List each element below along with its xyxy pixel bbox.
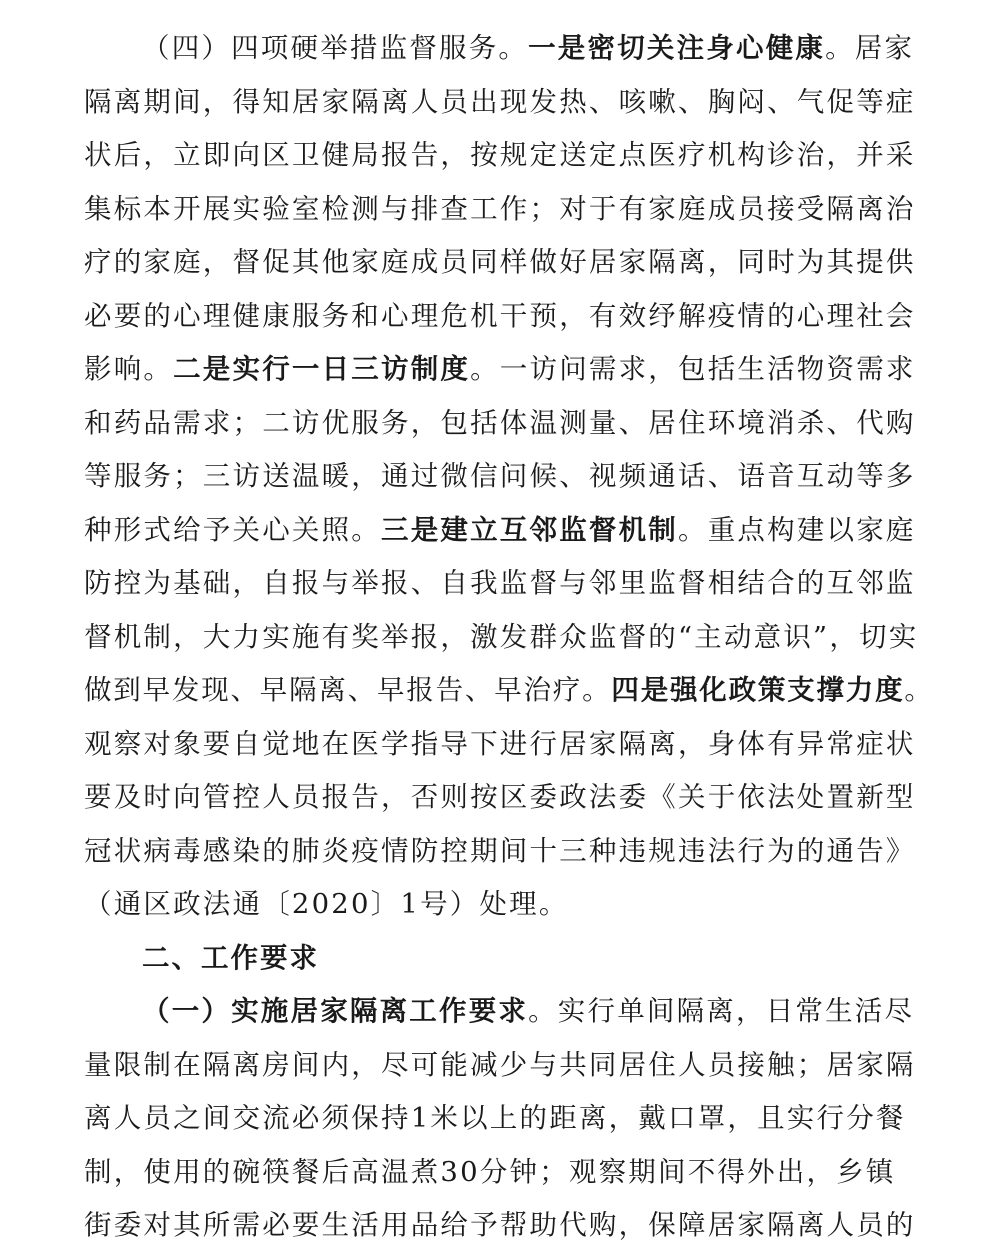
paragraph-line xyxy=(84,236,938,290)
paragraph-line xyxy=(84,664,938,718)
paragraph-line xyxy=(84,771,938,825)
paragraph-line xyxy=(84,183,938,237)
text-run: 隔离期间，得知居家隔离人员出现发热、咳嗽、胸闷、气促等症 xyxy=(84,85,916,118)
text-run: （通区政法通〔2020〕1号）处理。 xyxy=(84,888,569,920)
paragraph-line xyxy=(84,1092,938,1146)
text-run: 观察对象要自觉地在医学指导下进行居家隔离，身体有异常症状 xyxy=(84,727,916,760)
text-run: 督机制，大力实施有奖举报，激发群众监督的“主动意识”，切实 xyxy=(84,620,919,653)
text-run: 集标本开展实验室检测与排查工作；对于有家庭成员接受隔离治 xyxy=(84,192,916,225)
text-run: 。重点构建以家庭 xyxy=(678,513,916,546)
paragraph-line xyxy=(84,129,938,183)
paragraph-line xyxy=(84,76,938,130)
bold-phrase: 三是建立互邻监督机制 xyxy=(381,513,678,546)
paragraph-line xyxy=(84,1146,938,1200)
text-run: 制，使用的碗筷餐后高温煮30分钟；观察期间不得外出，乡镇 xyxy=(84,1155,896,1188)
text-run: 离人员之间交流必须保持1米以上的距离，戴口罩，且实行分餐 xyxy=(84,1102,906,1134)
text-run: 影响。 xyxy=(84,353,174,385)
heading-text: 二、工作要求 xyxy=(142,941,319,974)
paragraph-line xyxy=(84,557,938,611)
bold-phrase: 一是密切关注身心健康 xyxy=(528,32,826,64)
bold-phrase: 四是强化政策支撑力度 xyxy=(611,674,905,706)
paragraph-line xyxy=(84,343,938,397)
text-run: 种形式给予关心关照。 xyxy=(84,513,381,546)
text-run: 。居家 xyxy=(825,32,915,64)
paragraph-line xyxy=(84,1199,938,1253)
subsection-label: （一）实施居家隔离工作要求 xyxy=(142,995,529,1027)
paragraph-line xyxy=(84,611,938,665)
paragraph-line xyxy=(84,1039,938,1093)
text-run: 防控为基础，自报与举报、自我监督与邻里监督相结合的互邻监 xyxy=(84,567,916,599)
paragraph-line xyxy=(84,22,938,76)
text-run: 。实行单间隔离，日常生活尽 xyxy=(528,995,915,1027)
text-run: 状后，立即向区卫健局报告，按规定送定点医疗机构诊治，并采 xyxy=(84,139,916,171)
paragraph-line xyxy=(84,878,938,932)
text-run: 。 xyxy=(904,674,934,706)
text-run: 量限制在隔离房间内，尽可能减少与共同居住人员接触；居家隔 xyxy=(84,1048,916,1081)
paragraph-line xyxy=(84,397,938,451)
text-run: 。一访问需求，包括生活物资需求 xyxy=(470,353,916,385)
text-run: 做到早发现、早隔离、早报告、早治疗。 xyxy=(84,674,612,706)
text-run: 等服务；三访送温暖，通过微信问候、视频通话、语音互动等多 xyxy=(84,460,916,492)
text-run: 街委对其所需必要生活用品给予帮助代购，保障居家隔离人员的 xyxy=(84,1209,916,1241)
text-run: 必要的心理健康服务和心理危机干预，有效纾解疫情的心理社会 xyxy=(84,299,916,332)
text-run: 冠状病毒感染的肺炎疫情防控期间十三种违规违法行为的通告》 xyxy=(84,834,916,867)
paragraph-line xyxy=(84,504,938,558)
paragraph-line xyxy=(84,718,938,772)
text-run: 要及时向管控人员报告，否则按区委政法委《关于依法处置新型 xyxy=(84,781,916,813)
paragraph-line xyxy=(84,290,938,344)
paragraph-line xyxy=(84,825,938,879)
paragraph-line xyxy=(84,450,938,504)
paragraph-line xyxy=(84,985,938,1039)
bold-phrase: 二是实行一日三访制度 xyxy=(173,353,471,385)
text-run: 和药品需求；二访优服务，包括体温测量、居住环境消杀、代购 xyxy=(84,406,916,439)
text-run: 疗的家庭，督促其他家庭成员同样做好居家隔离，同时为其提供 xyxy=(84,246,916,278)
section-label: （四）四项硬举措监督服务。 xyxy=(142,32,529,64)
section-heading xyxy=(84,932,938,986)
